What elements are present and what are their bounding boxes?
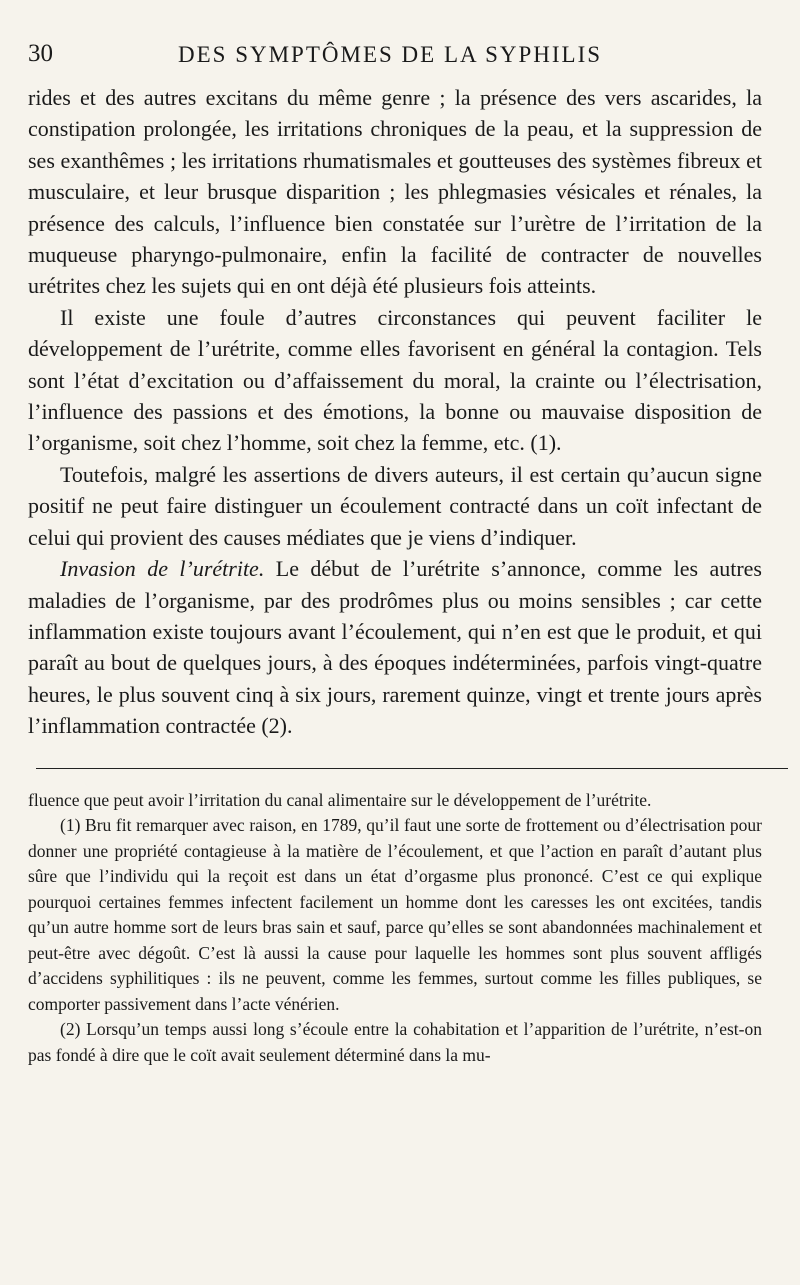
footnote-continued: fluence que peut avoir l’irritation du canal alimentaire sur le développement de l’urétrite. — [28, 789, 652, 810]
main-text — [28, 82, 762, 742]
paragraph-invasion-text: Le début de l’urétrite s’annonce, comme les autres maladies de l’organisme, par des prodrômes plus ou moins sensibles ; car cette inflammation existe toujours avant l’écoulement, qui n’en est que le produit, et qui paraît au bout de quelques jours, à des époques indéterminées, parfois vingt-quatre heures, le plus souvent cinq à six jours, rarement quinze, vingt et trente jours après l’inflammation contractée (2). — [28, 556, 762, 739]
paragraph-toutefois: Toutefois, malgré les assertions de divers auteurs, il est certain qu’aucun signe positif ne peut faire distinguer un écoulement contracté dans un coït infectant de celui qui provient des causes médiates que je viens d’indiquer. — [28, 461, 762, 550]
running-head: DES SYMPTÔMES DE LA SYPHILIS — [178, 42, 603, 67]
footnote-2: (2) Lorsqu’un temps aussi long s’écoule entre la cohabitation et l’apparition de l’urétrite, n’est-on pas fondé à dire que le coït avait seulement déterminé dans la mu- — [28, 1019, 762, 1065]
paragraph-continued: rides et des autres excitans du même genre ; la présence des vers ascarides, la constipation prolongée, les irritations chroniques de la peau, et la suppression de ses exanthêmes ; les irritations rhumatismales et goutteuses des systèmes fibreux et musculaire, et leur brusque disparition ; les phlegmasies vésicales et rénales, la présence des calculs, l’influence bien constatée sur l’urètre de l’irritation de la muqueuse pharyngo-pulmonaire, enfin la facilité de contracter de nouvelles urétrites chez les sujets qui en ont déjà été plusieurs fois atteints. — [28, 85, 762, 299]
paragraph-invasion — [28, 553, 762, 741]
page-header — [28, 40, 762, 82]
footnote-rule — [36, 768, 788, 769]
paragraph-circumstances: Il existe une foule d’autres circonstances qui peuvent faciliter le développement de l’urétrite, comme elles favorisent en général la contagion. Tels sont l’état d’excitation ou d’affaissement du moral, la crainte ou l’électrisation, l’influence des passions et des émotions, la bonne ou mauvaise disposition de l’organisme, soit chez l’homme, soit chez la femme, etc. (1). — [28, 304, 762, 456]
page-number: 30 — [28, 40, 53, 67]
footnotes — [28, 788, 762, 1069]
section-run-in-title: Invasion de l’urétrite. — [60, 556, 265, 582]
footnote-1: (1) Bru fit remarquer avec raison, en 1789, qu’il faut une sorte de frottement ou d’électrisation pour donner une propriété contagieuse à la matière de l’écoulement, et que l’action en paraît d’autant plus sûre que l’individu qui la reçoit est dans un état d’orgasme plus prononcé. C’est ce qui explique pourquoi certaines femmes infectent facilement un homme dont les caresses les ont excitées, tandis qu’un autre homme sort de leurs bras sain et sauf, parce qu’elles se sont abandonnées machinalement et peut-être avec dégoût. C’est là aussi la cause pour laquelle les hommes sont plus souvent affligés d’accidens syphilitiques : ils ne peuvent, comme les femmes, surtout comme les filles publiques, se comporter passivement dans l’acte vénérien. — [28, 815, 762, 1014]
